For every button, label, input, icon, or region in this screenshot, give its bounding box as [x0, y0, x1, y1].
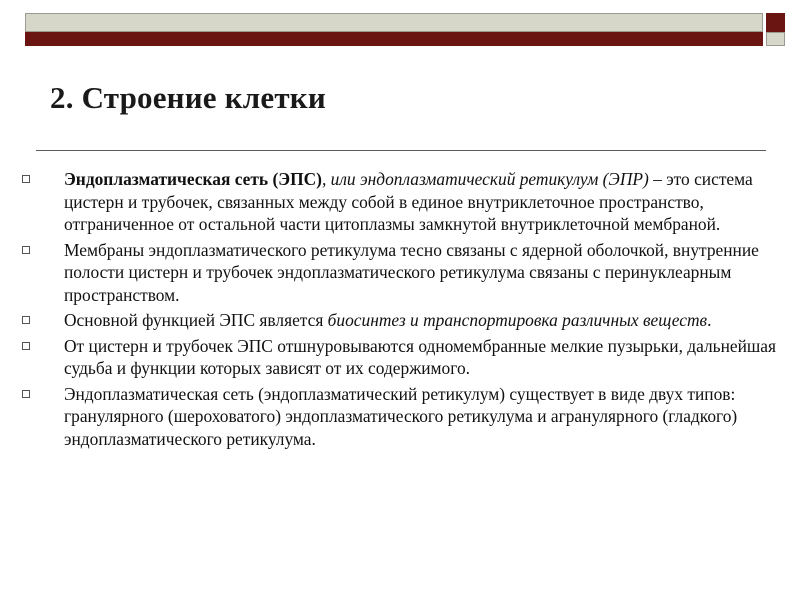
bullet-text-segment: Эндоплазматическая сеть: [64, 169, 269, 189]
header-square-light: [766, 32, 785, 46]
square-bullet-icon: [22, 390, 30, 398]
header-square-dark: [766, 13, 785, 32]
bullet-text-segment: эндоплазматический ретикулум (ЭПР): [359, 169, 649, 189]
square-bullet-icon: [22, 246, 30, 254]
bullet-text-segment: биосинтез и транспортировка различных веществ: [327, 310, 708, 330]
header-band-dark: [25, 32, 763, 46]
bullet-text-segment: , или: [321, 169, 360, 189]
bullet-item: [22, 309, 777, 332]
title-divider: [36, 150, 766, 151]
bullet-text-segment: .: [707, 310, 712, 330]
bullet-text-segment: От цистерн и трубочек ЭПС отшнуровываются одномембранные мелкие пузырьки, дальнейшая судьба и функции которых зависят от их содержимого.: [64, 335, 777, 378]
bullet-item: [22, 168, 777, 236]
bullet-text-segment: (ЭПС): [272, 169, 322, 189]
bullet-item: [22, 239, 777, 307]
square-bullet-icon: [22, 175, 30, 183]
slide-title: 2. Строение клетки: [50, 80, 326, 115]
bullet-text-segment: Основной функцией ЭПС является: [64, 310, 328, 330]
bullet-text-segment: Мембраны эндоплазматического ретикулума тесно связаны с ядерной оболочкой, внутренние полости цистерн и трубочек эндоплазматического ретикулума связаны с перинуклеарным пространством.: [64, 239, 759, 305]
square-bullet-icon: [22, 316, 30, 324]
bullet-text-segment: – это система цистерн и трубочек, связанных между собой в единое внутриклеточное пространство, отграниченное от остальной части цитоплазмы замкнутой внутриклеточной мембраной.: [64, 169, 753, 234]
header-band-light: [25, 13, 763, 32]
square-bullet-icon: [22, 342, 30, 350]
bullet-text-segment: Эндоплазматическая сеть (эндоплазматический ретикулум) существует в виде двух типов: гранулярного (шероховатого) эндоплазматического ретикулума и агранулярного (гладкого) эндоплазматического ретикулума.: [64, 383, 738, 449]
bullet-list: [22, 168, 777, 453]
bullet-item: [22, 335, 777, 380]
bullet-item: [22, 383, 777, 451]
